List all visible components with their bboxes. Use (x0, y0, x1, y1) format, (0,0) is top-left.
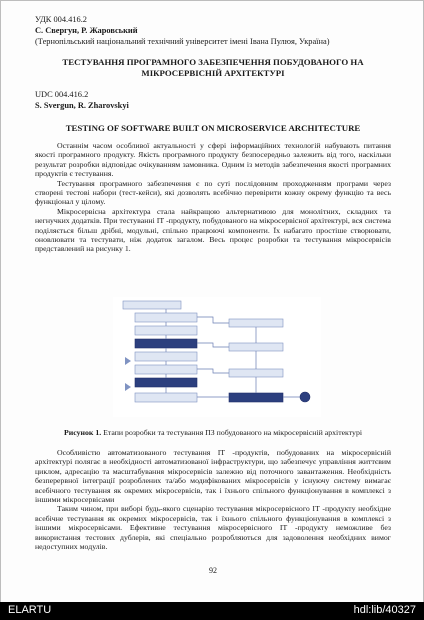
diagram-step (229, 343, 283, 351)
diagram-step (229, 369, 283, 377)
diagram-step-highlight (135, 378, 197, 387)
diagram-step (135, 313, 197, 322)
affiliation-ua: (Тернопільський національний технічний університет імені Івана Пулюя, Україна) (35, 37, 330, 46)
udc-ua: УДК 004.416.2 (35, 15, 87, 24)
diagram-step-highlight (135, 339, 197, 348)
paragraph: Останнім часом особливої актуальності у сфері інформаційних технологій набувають питання якості програмного продукту. Якість програмного продукту безпосередньо залежить від того, наскільки результат розробки відповідає очікуванням замовника. Одним із методів забезпечення якості програмних продуктів є тестування. (35, 141, 391, 179)
caption-text: Етапи розробки та тестування ПЗ побудованого на мікросервісній архітектурі (101, 428, 363, 437)
body-top (35, 141, 391, 254)
paragraph: Особливістю автоматизованого тестування ІТ -продуктів, побудованих на мікросервісній архітектурі полягає в необхідності автоматизованої інфраструктури, що забезпечує управління життєвим циклом, адресацію та масштабування мікросервісів залежно від поточного завантаження. Необхідність безперервної інтеграції розроблених та/або модифікованих мікросервісів у існуючу систему вимагає всебічного тестування як окремих мікросервісів, так і їхнього спільного функціонування в комплексі з іншими мікросервісами (35, 448, 391, 505)
paragraph: Таким чином, при виборі будь-якого сценарію тестування мікросервісного ІТ -продукту необхідне всебічне тестування як окремих мікросервісів, так і їхнього спільного функціонування в комплексі з іншими мікросервісами. Ефективне тестування мікросервісного ІТ -продукту неможливе без використання тестових дублерів, які спеціально розробляються для задоволення необхідних вимог недоступних модулів. (35, 504, 391, 552)
title-ua-line-1: ТЕСТУВАННЯ ПРОГРАМНОГО ЗАБЕЗПЕЧЕННЯ ПОБУДОВАНОГО НА (62, 57, 364, 67)
caption-label: Рисунок 1. (63, 428, 102, 437)
authors-en: S. Svergun, R. Zharovskyi (35, 101, 129, 110)
authors-ua: С. Свергун, Р. Жаровський (35, 26, 138, 35)
diagram-step (135, 352, 197, 361)
paragraph: Мікросервісна архітектура стала найкращою альтернативою для монолітних, складних та негнучких додатків. При тестуванні ІТ -продукту, побудованого на мікросервісної архітектурі, вся система поділяється більш дрібні, модульні, спільно працюючі компоненти. Їх набагато простіше створювати, оновлювати та тестувати, ніж додаток загалом. Весь процес розробки та тестування мікросервісів представлений на рисунку 1. (35, 206, 391, 254)
diagram-step (123, 301, 181, 309)
diagram-step (135, 393, 197, 402)
diagram-step (229, 319, 283, 327)
diagram-end-node (300, 392, 310, 402)
footer-handle: hdl:lib/40327 (353, 604, 416, 616)
diagram-step (135, 326, 197, 335)
body-bottom (35, 448, 391, 551)
figure-1-diagram (113, 297, 321, 417)
page-number: 92 (209, 566, 217, 575)
diagram-step (135, 365, 197, 374)
title-en: TESTING OF SOFTWARE BUILT ON MICROSERVICE ARCHITECTURE (65, 123, 361, 133)
figure-caption (35, 428, 391, 437)
repository-footer (0, 602, 424, 620)
paragraph: Тестування програмного забезпечення є по суті послідовним проходженням програми через створені тестові набори (тест-кейси), які дозволять всебічно перевірити кожну окрему функцію та весь функціонал у цілому. (35, 178, 391, 207)
footer-left-label: ELARTU (8, 604, 52, 616)
udc-en: UDC 004.416.2 (35, 90, 89, 99)
diagram-step-highlight (229, 393, 283, 402)
title-ua-line-2: МІКРОСЕРВІСНІЙ АРХІТЕКТУРІ (141, 68, 285, 78)
